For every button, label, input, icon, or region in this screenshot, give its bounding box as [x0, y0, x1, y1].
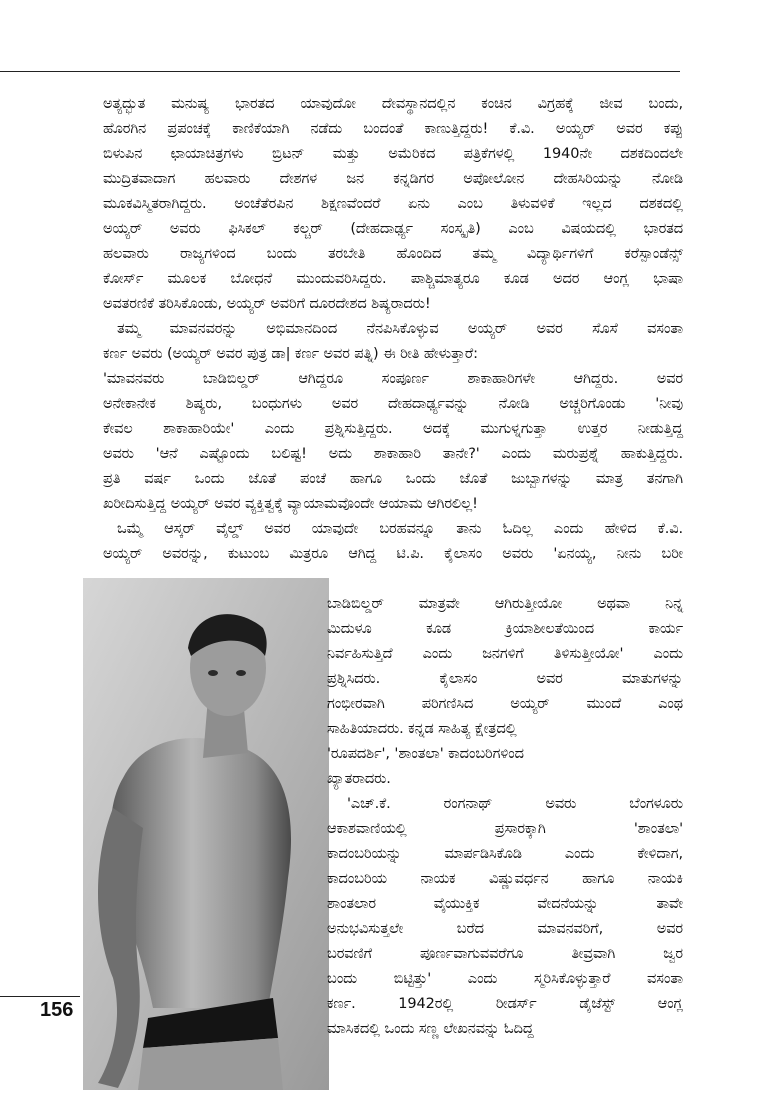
text-line: ಕಾದಂಬರಿಯನ್ನು ಮಾರ್ಪಡಿಸಿಕೊಡಿ ಎಂದು ಕೇಳಿದಾಗ,	[327, 846, 683, 862]
text-line: ನಿರ್ವಹಿಸುತ್ತಿದೆ ಎಂದು ಜನಗಳಿಗೆ ತಿಳಿಸುತ್ತೀಯೋ' ಎಂದು	[327, 646, 683, 662]
text-line: ಹೊರಗಿನ ಪ್ರಪಂಚಕ್ಕೆ ಕಾಣಿಕೆಯಾಗಿ ನಡೆದು ಬಂದಂತೆ ಕಾಣುತ್ತಿದ್ದರು! ಕೆ.ವಿ. ಅಯ್ಯರ್ ಅವರ ಕಪ್ಪು	[103, 121, 683, 137]
text-line: ಕರ್ಣ. 1942ರಲ್ಲಿ ರೀಡರ್ಸ್ ಡೈಜೆಸ್ಟ್ ಆಂಗ್ಲ	[327, 996, 683, 1012]
text-line: ಅನುಭವಿಸುತ್ತಲೇ ಬರೆದ ಮಾವನವರಿಗೆ, ಅವರ	[327, 921, 683, 937]
text-line: ಅವತರಣಿಕೆ ತರಿಸಿಕೊಂಡು, ಅಯ್ಯರ್ ಅವರಿಗೆ ದೂರದೇಶದ ಶಿಷ್ಯರಾದರು!	[103, 296, 431, 312]
text-line: ಖರೀದಿಸುತ್ತಿದ್ದ ಅಯ್ಯರ್ ಅವರ ವ್ಯಕ್ತಿತ್ವಕ್ಕೆ ವ್ಯಾಯಾಮವೊಂದೇ ಆಯಾಮ ಆಗಿರಲಿಲ್ಲ!	[103, 496, 478, 512]
text-line: ಮಿದುಳೂ ಕೂಡ ಕ್ರಿಯಾಶೀಲತೆಯಿಂದ ಕಾರ್ಯ	[327, 621, 683, 637]
text-line: ಅನೇಕಾನೇಕ ಶಿಷ್ಯರು, ಬಂಧುಗಳು ಅವರ ದೇಹದಾರ್ಢ್ಯವನ್ನು ನೋಡಿ ಅಚ್ಚರಿಗೊಂಡು 'ನೀವು	[103, 396, 683, 412]
bodybuilder-photo-icon	[83, 578, 329, 1090]
text-line: 'ರೂಪದರ್ಶಿ', 'ಶಾಂತಲಾ' ಕಾದಂಬರಿಗಳಿಂದ	[327, 746, 524, 762]
text-line: ಆಕಾಶವಾಣಿಯಲ್ಲಿ ಪ್ರಸಾರಕ್ಕಾಗಿ 'ಶಾಂತಲಾ'	[327, 821, 683, 837]
text-line: ಖ್ಯಾತರಾದರು.	[327, 771, 391, 787]
text-line: ಅವರು 'ಆನೆ ಎಷ್ಟೊಂದು ಬಲಿಷ್ಟ! ಅದು ಶಾಕಾಹಾರಿ ತಾನೇ?' ಎಂದು ಮರುಪ್ರಶ್ನೆ ಹಾಕುತ್ತಿದ್ದರು.	[103, 446, 683, 462]
text-line: ಕೋರ್ಸ್ ಮೂಲಕ ಬೋಧನೆ ಮುಂದುವರಿಸಿದ್ದರು. ಪಾಶ್ಚಿಮಾತ್ಯರೂ ಕೂಡ ಅದರ ಆಂಗ್ಲ ಭಾಷಾ	[103, 271, 683, 287]
text-line: ಬಂದು ಬಿಟ್ಟಿತ್ತು' ಎಂದು ಸ್ಮರಿಸಿಕೊಳ್ಳುತ್ತಾರೆ ವಸಂತಾ	[327, 971, 683, 987]
text-line: ಅತ್ಯದ್ಭುತ ಮನುಷ್ಯ ಭಾರತದ ಯಾವುದೋ ದೇವಸ್ಥಾನದಲ್ಲಿನ ಕಂಚಿನ ವಿಗ್ರಹಕ್ಕೆ ಜೀವ ಬಂದು,	[103, 96, 683, 112]
text-line: ತಮ್ಮ ಮಾವನವರನ್ನು ಅಭಿಮಾನದಿಂದ ನೆನಪಿಸಿಕೊಳ್ಳುವ ಅಯ್ಯರ್ ಅವರ ಸೊಸೆ ವಸಂತಾ	[117, 321, 683, 337]
text-line: ಅಯ್ಯರ್ ಅವರು ಫಿಸಿಕಲ್ ಕಲ್ಚರ್ (ದೇಹದಾರ್ಢ್ಯ ಸಂಸ್ಕೃತಿ) ಎಂಬ ವಿಷಯದಲ್ಲಿ ಭಾರತದ	[103, 221, 683, 237]
text-line: ಕಾದಂಬರಿಯ ನಾಯಕ ವಿಷ್ಣುವರ್ಧನ ಹಾಗೂ ನಾಯಕಿ	[327, 871, 683, 887]
text-line: ಗಂಭೀರವಾಗಿ ಪರಿಗಣಿಸಿದ ಅಯ್ಯರ್ ಮುಂದೆ ಎಂಥ	[327, 696, 683, 712]
text-line: ಮಾಸಿಕದಲ್ಲಿ ಒಂದು ಸಣ್ಣ ಲೇಖನವನ್ನು ಓದಿದ್ದ	[327, 1021, 534, 1037]
text-line: ಸಾಹಿತಿಯಾದರು. ಕನ್ನಡ ಸಾಹಿತ್ಯ ಕ್ಷೇತ್ರದಲ್ಲಿ	[327, 721, 517, 737]
text-line: ಬರವಣಿಗೆ ಪೂರ್ಣವಾಗುವವರೆಗೂ ತೀವ್ರವಾಗಿ ಜ್ವರ	[327, 946, 683, 962]
text-line: ಬಿಳುಪಿನ ಛಾಯಾಚಿತ್ರಗಳು ಬ್ರಿಟನ್ ಮತ್ತು ಅಮೆರಿಕದ ಪತ್ರಿಕೆಗಳಲ್ಲಿ 1940ನೇ ದಶಕದಿಂದಲೇ	[103, 146, 683, 162]
page-number: 156	[40, 999, 74, 1021]
top-rule	[0, 71, 680, 72]
text-line: ಒಮ್ಮೆ ಆಸ್ಕರ್ ವೈಲ್ಡ್ ಅವರ ಯಾವುದೇ ಬರಹವನ್ನೂ ತಾನು ಓದಿಲ್ಲ ಎಂದು ಹೇಳಿದ ಕೆ.ವಿ.	[117, 521, 683, 537]
text-line: ಅಯ್ಯರ್ ಅವರನ್ನು, ಕುಟುಂಬ ಮಿತ್ರರೂ ಆಗಿದ್ದ ಟಿ.ಪಿ. ಕೈಲಾಸಂ ಅವರು 'ಏನಯ್ಯ, ನೀನು ಬರೀ	[103, 546, 683, 562]
text-line: 'ಎಚ್.ಕೆ. ರಂಗನಾಥ್ ಅವರು ಬೆಂಗಳೂರು	[347, 796, 683, 812]
photo	[83, 578, 329, 1090]
text-line: ಕೇವಲ ಶಾಕಾಹಾರಿಯೇ' ಎಂದು ಪ್ರಶ್ನಿಸುತ್ತಿದ್ದರು. ಅದಕ್ಕೆ ಮುಗುಳ್ನಗುತ್ತಾ ಉತ್ತರ ನೀಡುತ್ತಿದ್ದ	[103, 421, 683, 437]
text-line: 'ಮಾವನವರು ಬಾಡಿಬಿಲ್ಡರ್ ಆಗಿದ್ದರೂ ಸಂಪೂರ್ಣ ಶಾಕಾಹಾರಿಗಳೇ ಆಗಿದ್ದರು. ಅವರ	[103, 371, 683, 387]
text-line: ಶಾಂತಲಾರ ವೈಯುಕ್ತಿಕ ವೇದನೆಯನ್ನು ತಾವೇ	[327, 896, 683, 912]
text-line: ಕರ್ಣ ಅವರು (ಅಯ್ಯರ್ ಅವರ ಪುತ್ರ ಡಾ| ಕರ್ಣ ಅವರ ಪತ್ನಿ) ಈ ರೀತಿ ಹೇಳುತ್ತಾರೆ:	[103, 346, 478, 362]
text-line: ಪ್ರಶ್ನಿಸಿದರು. ಕೈಲಾಸಂ ಅವರ ಮಾತುಗಳನ್ನು	[327, 671, 683, 687]
text-line: ಪ್ರತಿ ವರ್ಷ ಒಂದು ಜೊತೆ ಪಂಚೆ ಹಾಗೂ ಒಂದು ಜೊತೆ ಜುಬ್ಬಾಗಳನ್ನು ಮಾತ್ರ ತನಗಾಗಿ	[103, 471, 683, 487]
text-line: ಮುದ್ರಿತವಾದಾಗ ಹಲವಾರು ದೇಶಗಳ ಜನ ಕನ್ನಡಿಗರ ಅಪೋಲೋನ ದೇಹಸಿರಿಯನ್ನು ನೋಡಿ	[103, 171, 683, 187]
text-line: ಹಲವಾರು ರಾಜ್ಯಗಳಿಂದ ಬಂದು ತರಬೇತಿ ಹೊಂದಿದ ತಮ್ಮ ವಿದ್ಯಾರ್ಥಿಗಳಿಗೆ ಕರೆಸ್ಪಾಂಡೆನ್ಸ್	[103, 246, 683, 262]
text-line: ಬಾಡಿಬಿಲ್ಡರ್ ಮಾತ್ರವೇ ಆಗಿರುತ್ತೀಯೋ ಅಥವಾ ನಿನ್ನ	[327, 596, 683, 612]
text-line: ಮೂಕವಿಸ್ಮಿತರಾಗಿದ್ದರು. ಅಂಚೆತೆರಪಿನ ಶಿಕ್ಷಣವೆಂದರೆ ಏನು ಎಂಬ ತಿಳುವಳಿಕೆ ಇಲ್ಲದ ದಶಕದಲ್ಲಿ	[103, 196, 683, 212]
